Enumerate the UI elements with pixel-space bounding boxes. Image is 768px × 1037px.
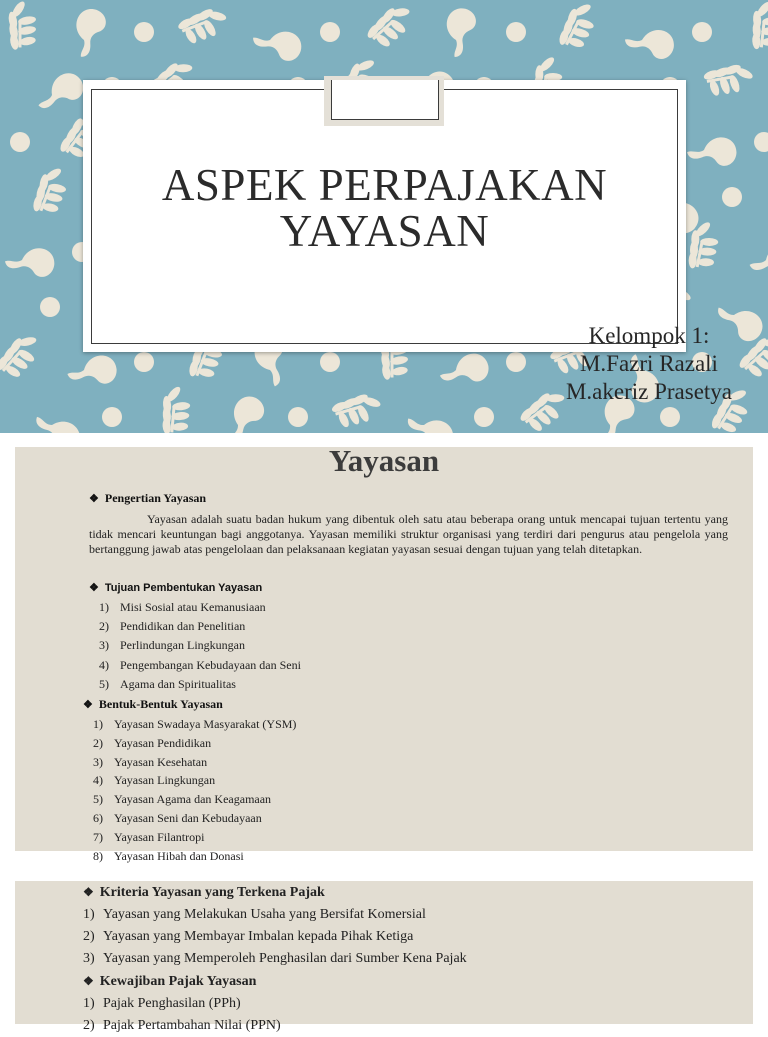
section-heading-text: Bentuk-Bentuk Yayasan: [98, 697, 223, 711]
dot-motif: [134, 352, 154, 372]
list-text: Pengembangan Kebudayaan dan Seni: [120, 657, 301, 672]
list-item: [93, 847, 296, 866]
list-text: Yayasan Lingkungan: [114, 773, 216, 788]
list-item: [99, 675, 301, 694]
dot-motif: [102, 407, 122, 427]
paisley-motif: [3, 241, 57, 280]
list-item: [99, 598, 301, 617]
list-number: 3): [99, 638, 109, 653]
list-text: Pendidikan dan Penelitian: [120, 619, 246, 634]
list-number: 1): [99, 600, 109, 614]
paisley-motif: [686, 131, 739, 168]
slide-title: [83, 162, 686, 254]
list-text: Yayasan Pendidikan: [114, 735, 212, 750]
list-number: 3): [93, 754, 103, 769]
list-text: Yayasan Kesehatan: [114, 754, 208, 769]
list-number: 3): [83, 951, 95, 966]
section-heading-kewajiban: [83, 974, 256, 990]
dot-motif: [320, 22, 340, 42]
diamond-bullet-icon: ❖: [83, 885, 94, 899]
list-text: Yayasan Seni dan Kebudayaan: [114, 810, 262, 825]
list-item: [93, 828, 296, 847]
list-item: [99, 636, 301, 655]
list-number: 2): [93, 735, 103, 750]
list-text: Yayasan yang Membayar Imbalan kepada Pihak Ketiga: [103, 929, 414, 944]
paisley-motif: [32, 402, 86, 433]
paisley-motif: [435, 4, 480, 60]
list-item: [83, 993, 281, 1015]
paisley-motif: [440, 353, 489, 382]
list-item: [83, 926, 467, 948]
dot-motif: [134, 22, 154, 42]
list-item: [93, 790, 296, 809]
dot-motif: [506, 352, 526, 372]
dot-motif: [692, 22, 712, 42]
list-item: [83, 904, 467, 926]
diamond-bullet-icon: ❖: [89, 493, 99, 505]
list-number: 5): [93, 792, 103, 807]
leaf-motif: [0, 335, 39, 380]
list-text: Yayasan Filantropi: [114, 829, 205, 844]
slide-title-line-1: ASPEK PERPAJAKAN: [161, 160, 608, 210]
list-number: 1): [93, 717, 103, 731]
title-slide: [0, 0, 768, 433]
paisley-motif: [404, 402, 459, 433]
leaf-motif: [171, 0, 228, 54]
dot-motif: [40, 297, 60, 317]
list-number: 2): [83, 929, 95, 944]
leaf-motif: [324, 381, 383, 433]
leaf-motif: [365, 5, 411, 50]
leaf-motif: [20, 166, 77, 223]
authors-block: [566, 322, 732, 406]
section-heading-bentuk: [83, 697, 223, 712]
list-number: 6): [93, 810, 103, 825]
list-number: 4): [93, 773, 103, 788]
list-text: Pajak Pertambahan Nilai (PPN): [103, 1018, 281, 1033]
list-text: Yayasan Agama dan Keagamaan: [114, 792, 272, 807]
list-number: 2): [83, 1018, 95, 1033]
paisley-motif: [623, 19, 678, 62]
list-number: 8): [93, 848, 103, 863]
list-number: 7): [93, 829, 103, 844]
section-heading-text: Kewajiban Pajak Yayasan: [99, 974, 257, 989]
list-item: [93, 753, 296, 772]
diamond-bullet-icon: ❖: [83, 974, 94, 988]
dot-motif: [722, 187, 742, 207]
section-heading-pengertian: [89, 491, 206, 506]
list-text: Yayasan yang Melakukan Usaha yang Bersifat Komersial: [103, 907, 426, 922]
list-number: 5): [99, 676, 109, 691]
yayasan-title: Yayasan: [328, 443, 440, 478]
diamond-bullet-icon: ❖: [83, 699, 93, 711]
bentuk-list: [93, 715, 296, 865]
definition-text: Yayasan adalah suatu badan hukum yang dibentuk oleh satu atau beberapa orang untuk mencapai tujuan tertentu yang tidak mencari keuntungan bagi anggotanya. Yayasan memiliki struktur organisasi yang terdiri dari pengurus atau pengelola yang bertanggung jawab atas pengelolaan dan pelaksanaan kegiatan yayasan sesuai dengan tujuan yang telah ditetapkan.: [89, 512, 728, 557]
list-item: [83, 1015, 281, 1037]
section-heading-text: Pengertian Yayasan: [104, 491, 207, 505]
leaf-motif: [144, 384, 205, 433]
dot-motif: [320, 352, 340, 372]
list-item: [93, 715, 296, 734]
list-item: [99, 617, 301, 636]
list-text: Yayasan Swadaya Masyarakat (YSM): [114, 717, 297, 731]
paisley-motif: [215, 390, 269, 433]
paisley-motif: [67, 353, 118, 385]
diamond-bullet-icon: ❖: [89, 582, 99, 594]
leaf-motif: [549, 2, 603, 56]
paisley-motif: [31, 69, 86, 111]
paisley-motif: [250, 18, 306, 64]
list-text: Pajak Penghasilan (PPh): [103, 996, 241, 1011]
title-card: [83, 80, 686, 352]
group-label: Kelompok 1:: [588, 323, 710, 348]
list-text: Yayasan Hibah dan Donasi: [114, 848, 244, 863]
list-item: [93, 734, 296, 753]
list-text: Yayasan yang Memperoleh Penghasilan dari Sumber Kena Pajak: [103, 951, 467, 966]
leaf-motif: [517, 388, 566, 433]
section-heading-text: Tujuan Pembentukan Yayasan: [104, 582, 263, 594]
leaf-motif: [737, 335, 768, 380]
author-name: M.akeriz Prasetya: [565, 379, 732, 404]
list-text: Agama dan Spiritualitas: [120, 676, 236, 691]
list-item: [83, 948, 467, 970]
leaf-motif: [695, 49, 755, 109]
title-card-tab: [331, 80, 439, 120]
tujuan-list: [99, 598, 301, 694]
list-number: 4): [99, 657, 109, 672]
list-number: 1): [83, 907, 95, 922]
paisley-motif: [62, 4, 110, 60]
section-heading-kriteria: [83, 885, 325, 901]
list-text: Perlindungan Lingkungan: [120, 638, 245, 653]
list-item: [99, 656, 301, 675]
dot-motif: [288, 407, 308, 427]
section-heading-text: Kriteria Yayasan yang Terkena Pajak: [99, 885, 325, 900]
definition-paragraph: [89, 512, 728, 558]
leaf-motif: [734, 0, 768, 59]
dot-motif: [10, 132, 30, 152]
slide-title-line-2: YAYASAN: [279, 206, 490, 256]
paisley-motif: [749, 243, 768, 273]
kewajiban-list: [83, 993, 281, 1037]
leaf-motif: [765, 167, 768, 221]
dot-motif: [474, 407, 494, 427]
leaf-motif: [0, 0, 51, 59]
dot-motif: [660, 407, 680, 427]
list-text: Misi Sosial atau Kemanusiaan: [120, 600, 266, 614]
dot-motif: [754, 132, 768, 152]
list-item: [93, 809, 296, 828]
list-number: 2): [99, 619, 109, 634]
dot-motif: [506, 22, 526, 42]
kriteria-list: [83, 904, 467, 970]
author-name: M.Fazri Razali: [579, 351, 718, 376]
list-number: 1): [83, 996, 95, 1011]
section-heading-tujuan: [89, 581, 262, 594]
list-item: [93, 771, 296, 790]
